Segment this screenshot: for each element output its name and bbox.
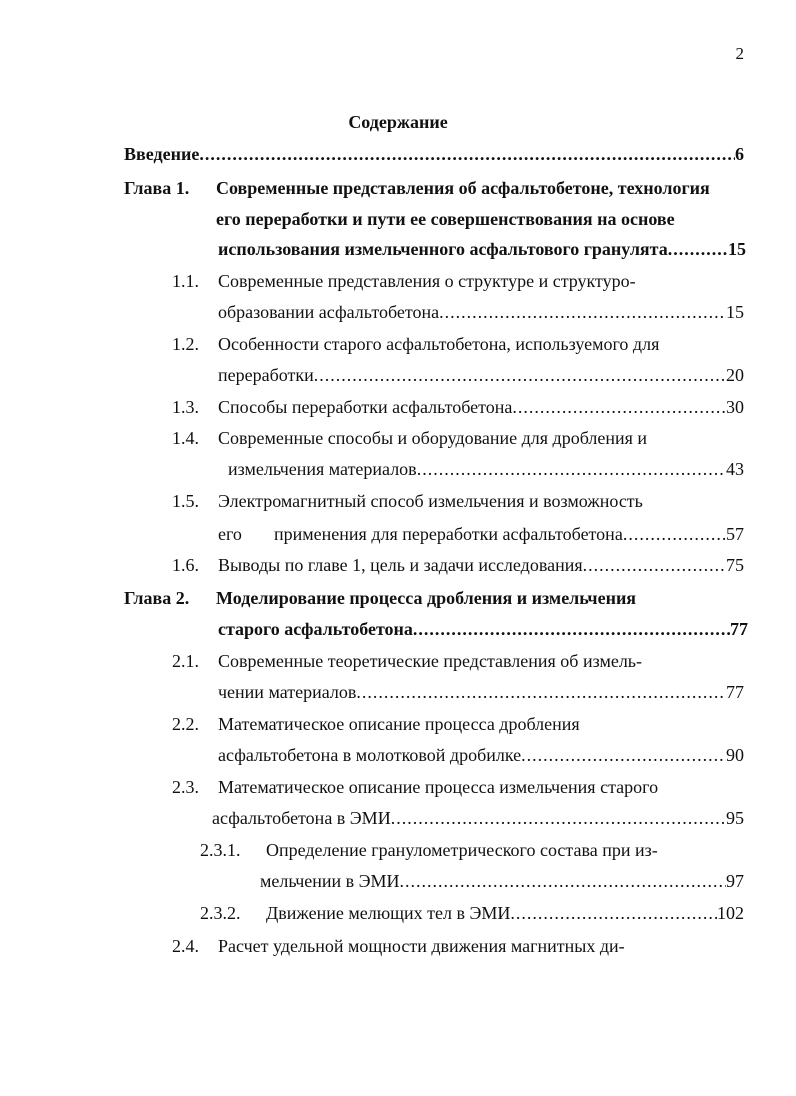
toc-entry-s2-2: [218, 744, 744, 766]
toc-entry-s1-4: [228, 458, 744, 480]
toc-entry-chapter2: [218, 618, 748, 640]
toc-entry-s1-6: [218, 554, 744, 576]
s1-1-num: 1.1.: [172, 271, 199, 291]
s1-3-page: 30: [726, 397, 744, 417]
s2-2-page: 90: [726, 745, 744, 765]
intro-text: Введение: [124, 144, 200, 164]
s1-2-line2: переработки: [218, 365, 314, 385]
toc-entry-s1-5: [274, 523, 744, 545]
s1-2-line1: Особенности старого асфальтобетона, используемого для: [218, 334, 660, 354]
chapter2-label: Глава 2.: [124, 588, 190, 608]
chapter2-line2: старого асфальтобетона: [218, 619, 413, 639]
s1-3-line1: Способы переработки асфальтобетона: [218, 397, 513, 417]
s1-1-page: 15: [726, 302, 744, 322]
leader-dots: [510, 902, 717, 924]
s2-3-page: 95: [726, 808, 744, 828]
s1-4-line2: измельчения материалов: [228, 459, 417, 479]
toc-entry-s2-1: [218, 681, 744, 703]
leader-dots: [413, 618, 730, 640]
s2-4-num: 2.4.: [172, 936, 199, 956]
s1-6-page: 75: [726, 555, 744, 575]
leader-dots: [521, 744, 726, 766]
chapter2-line1: Моделирование процесса дробления и измельчения: [216, 588, 637, 608]
toc-entry-intro: [124, 143, 744, 165]
s1-5-line1: Электромагнитный способ измельчения и возможность: [218, 491, 643, 511]
chapter1-line1: Современные представления об асфальтобетоне, технология: [216, 178, 710, 198]
leader-dots: [623, 523, 726, 545]
s2-1-page: 77: [726, 682, 744, 702]
s2-2-line1: Математическое описание процесса дробления: [218, 714, 580, 734]
chapter2-page: 77: [730, 619, 748, 639]
s1-5-line2b: применения для переработки асфальтобетона: [274, 524, 623, 544]
s2-2-num: 2.2.: [172, 714, 199, 734]
intro-page: 6: [735, 144, 744, 164]
s1-2-num: 1.2.: [172, 334, 199, 354]
s2-1-line2: чении материалов: [218, 682, 357, 702]
chapter1-line3: использования измельченного асфальтового гранулята: [218, 239, 668, 259]
s2-1-num: 2.1.: [172, 651, 199, 671]
toc-entry-s2-3: [212, 807, 744, 829]
leader-dots: [668, 238, 728, 260]
toc-entry-chapter1: [218, 238, 746, 260]
s1-6-num: 1.6.: [172, 555, 199, 575]
toc-entry-s1-2: [218, 364, 744, 386]
chapter1-page: 15: [728, 239, 746, 259]
s2-3-1-num: 2.3.1.: [200, 840, 241, 860]
s2-3-line2: асфальтобетона в ЭМИ: [212, 808, 391, 828]
s2-1-line1: Современные теоретические представления об измель-: [218, 651, 643, 671]
chapter1-label: Глава 1.: [124, 178, 190, 198]
s1-5-page: 57: [726, 524, 744, 544]
leader-dots: [512, 396, 726, 418]
s2-2-line2: асфальтобетона в молотковой дробилке: [218, 745, 522, 765]
s1-6-line1: Выводы по главе 1, цель и задачи исследования: [218, 555, 583, 575]
s2-3-1-line2: мельчении в ЭМИ: [260, 871, 400, 891]
s1-5-line2a: его: [218, 524, 242, 544]
leader-dots: [391, 807, 726, 829]
s1-1-line2: образовании асфальтобетона: [218, 302, 440, 322]
s2-3-2-line1: Движение мелющих тел в ЭМИ: [266, 903, 511, 923]
s2-3-1-line1: Определение гранулометрического состава при из-: [266, 840, 658, 860]
toc-entry-s2-3-2: [266, 902, 744, 924]
s1-2-page: 20: [726, 365, 744, 385]
s2-3-line1: Математическое описание процесса измельчения старого: [218, 777, 659, 797]
s2-4-line1: Расчет удельной мощности движения магнитных ди-: [218, 936, 625, 956]
s1-4-num: 1.4.: [172, 428, 199, 448]
s2-3-2-page: 102: [717, 903, 744, 923]
toc-entry-s1-3: [218, 396, 744, 418]
leader-dots: [356, 681, 726, 703]
leader-dots: [314, 364, 726, 386]
s1-4-line1: Современные способы и оборудование для дробления и: [218, 428, 648, 448]
s2-3-num: 2.3.: [172, 777, 199, 797]
leader-dots: [583, 554, 726, 576]
toc-entry-s1-1: [218, 301, 744, 323]
s1-4-page: 43: [726, 459, 744, 479]
leader-dots: [199, 143, 735, 165]
chapter1-line2: его переработки и пути ее совершенствования на основе: [216, 209, 675, 229]
toc-entry-s2-3-1: [260, 870, 744, 892]
s2-3-2-num: 2.3.2.: [200, 903, 241, 923]
toc-title: Содержание: [348, 112, 448, 132]
s1-3-num: 1.3.: [172, 397, 199, 417]
s1-1-line1: Современные представления о структуре и структуро-: [218, 271, 636, 291]
page-number: 2: [735, 44, 744, 63]
leader-dots: [417, 458, 726, 480]
s1-5-num: 1.5.: [172, 491, 199, 511]
leader-dots: [400, 870, 726, 892]
s2-3-1-page: 97: [726, 871, 744, 891]
leader-dots: [439, 301, 726, 323]
